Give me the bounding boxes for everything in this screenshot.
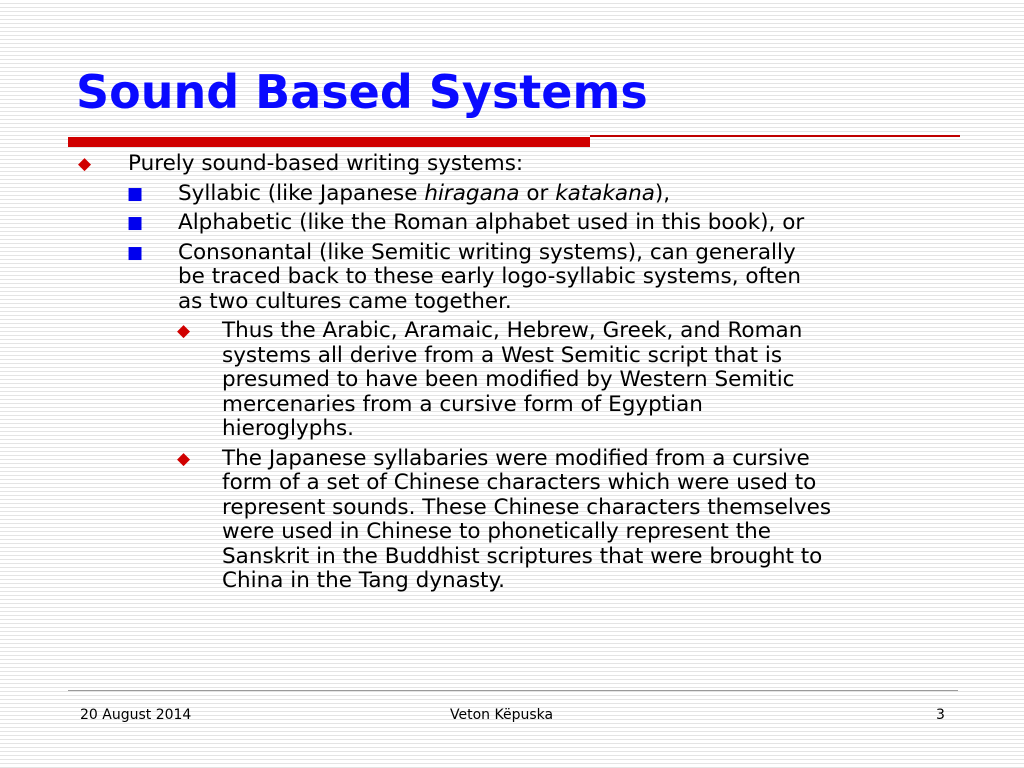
bullet-text: Purely sound-based writing systems:	[128, 151, 524, 176]
footer-author: Veton Këpuska	[450, 707, 554, 723]
sub-bullet-item	[76, 211, 966, 236]
bullet-text-line: Sanskrit in the Buddhist scriptures that were brought to	[222, 543, 823, 569]
sub-sub-bullet-item	[76, 447, 966, 594]
page-number: 3	[936, 707, 945, 723]
bullet-text-line: China in the Tang dynasty.	[222, 568, 505, 593]
bullet-text: Syllabic (like Japanese hiragana or katakana),	[178, 180, 671, 206]
bullet-text-line: form of a set of Chinese characters which were used to	[222, 470, 817, 495]
bullet-text-line: be traced back to these early logo-syllabic systems, often	[178, 264, 801, 289]
diamond-bullet-icon: ◆	[177, 448, 191, 469]
bullet-text-line: presumed to have been modified by Western Semitic	[222, 367, 795, 392]
bullet-text-line: mercenaries from a cursive form of Egyptian	[222, 391, 703, 417]
bullet-list	[76, 152, 966, 594]
square-bullet-icon: ■	[127, 213, 144, 233]
diamond-bullet-icon: ◆	[78, 154, 92, 174]
footer-date: 20 August 2014	[80, 707, 192, 723]
diamond-bullet-icon: ◆	[177, 321, 191, 341]
bullet-text-line: systems all derive from a West Semitic script that is	[222, 342, 783, 368]
sub-bullet-item	[76, 182, 966, 207]
bullet-text-line: hieroglyphs.	[222, 416, 355, 441]
square-bullet-icon: ■	[127, 242, 144, 263]
bullet-text-line: were used in Chinese to phonetically represent the	[222, 519, 771, 544]
bullet-text-line: Consonantal (like Semitic writing systems), can generally	[178, 239, 796, 265]
title-underline-thin	[590, 135, 960, 137]
title-underline-bar	[68, 137, 590, 147]
bullet-text-line: The Japanese syllabaries were modified from a cursive	[222, 445, 810, 471]
bullet-text: Alphabetic (like the Roman alphabet used in this book), or	[178, 210, 805, 235]
bullet-text-line: Thus the Arabic, Aramaic, Hebrew, Greek, and Roman	[222, 318, 803, 343]
bullet-text-line: represent sounds. These Chinese characters themselves	[222, 494, 832, 520]
bullet-text-line: as two cultures came together.	[178, 288, 512, 314]
sub-sub-bullet-item	[76, 319, 966, 442]
square-bullet-icon: ■	[127, 183, 144, 204]
slide-title: Sound Based Systems	[76, 65, 648, 119]
sub-bullet-item	[76, 241, 966, 315]
bullet-item	[76, 152, 966, 177]
footer-divider	[68, 690, 958, 691]
